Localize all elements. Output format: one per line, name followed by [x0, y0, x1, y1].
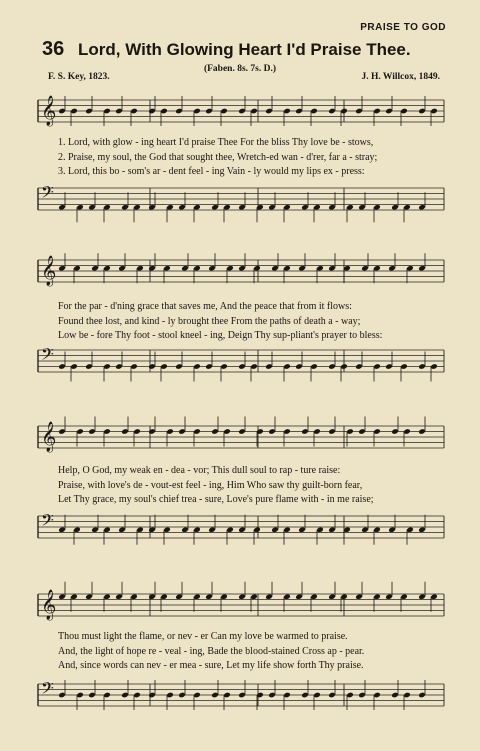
treble-clef-icon: 𝄞	[41, 96, 57, 126]
lyric-line: Low be - fore Thy foot - stool kneel - ing, Deign Thy sup-pliant's prayer to bless:	[58, 330, 383, 341]
treble-staff-4	[0, 586, 480, 636]
lyric-line: Let Thy grace, my soul's chief trea - sure, Love's pure flame with - in me raise;	[58, 494, 374, 505]
lyric-line: Thou must light the flame, or nev - er Can my love be warmed to praise.	[58, 631, 348, 642]
treble-staff-2	[0, 252, 480, 302]
section-label: PRAISE TO GOD	[360, 22, 446, 33]
lyrics-block-1	[58, 136, 438, 180]
lyric-line: Found thee lost, and kind - ly brought thee From the paths of death a - way;	[58, 315, 361, 327]
hymn-title: Lord, With Glowing Heart I'd Praise Thee.	[78, 40, 411, 59]
bass-staff-2	[0, 342, 480, 392]
bass-clef-icon: 𝄢	[41, 344, 54, 368]
treble-staff-1	[0, 92, 480, 142]
lyric-line: For the par - d'ning grace that saves me, And the peace that from it flows:	[58, 301, 352, 312]
lyric-line: 3. Lord, this bo - som's ar - dent feel - ing Vain - ly would my lips ex - press:	[58, 166, 365, 177]
bass-staff-1	[0, 180, 480, 230]
lyric-line: And, since words can nev - er mea - sure, Let my life show forth Thy praise.	[58, 660, 364, 671]
bass-clef-icon: 𝄢	[41, 182, 54, 206]
lyric-line: 2. Praise, my soul, the God that sought thee, Wretch-ed wan - d'rer, far a - stray;	[58, 151, 378, 163]
lyrics-block-3	[58, 464, 438, 508]
hymn-number: 36	[42, 38, 65, 60]
lyrics-block-4	[58, 630, 438, 674]
bass-clef-icon: 𝄢	[41, 510, 54, 534]
treble-clef-icon: 𝄞	[41, 256, 57, 286]
tune-name: (Faben. 8s. 7s. D.)	[203, 64, 277, 74]
lyrics-block-2	[58, 300, 438, 344]
bass-clef-icon: 𝄢	[41, 678, 54, 702]
lyric-line: Help, O God, my weak en - dea - vor; This dull soul to rap - ture raise:	[58, 465, 341, 476]
lyric-line: 1. Lord, with glow - ing heart I'd praise Thee For the bliss Thy love be - stows,	[58, 137, 374, 148]
bass-staff-4	[0, 676, 480, 726]
treble-staff-3	[0, 418, 480, 468]
composer-credit: J. H. Willcox, 1849.	[361, 72, 440, 82]
lyric-line: Praise, with love's de - vout-est feel - ing, Him Who saw thy guilt-born fear,	[58, 479, 363, 491]
treble-clef-icon: 𝄞	[41, 422, 57, 452]
treble-clef-icon: 𝄞	[41, 590, 57, 620]
bass-staff-3	[0, 508, 480, 558]
author-credit: F. S. Key, 1823.	[48, 72, 110, 82]
lyric-line: And, the light of hope re - veal - ing, Bade the blood-stained Cross ap - pear.	[58, 645, 365, 657]
